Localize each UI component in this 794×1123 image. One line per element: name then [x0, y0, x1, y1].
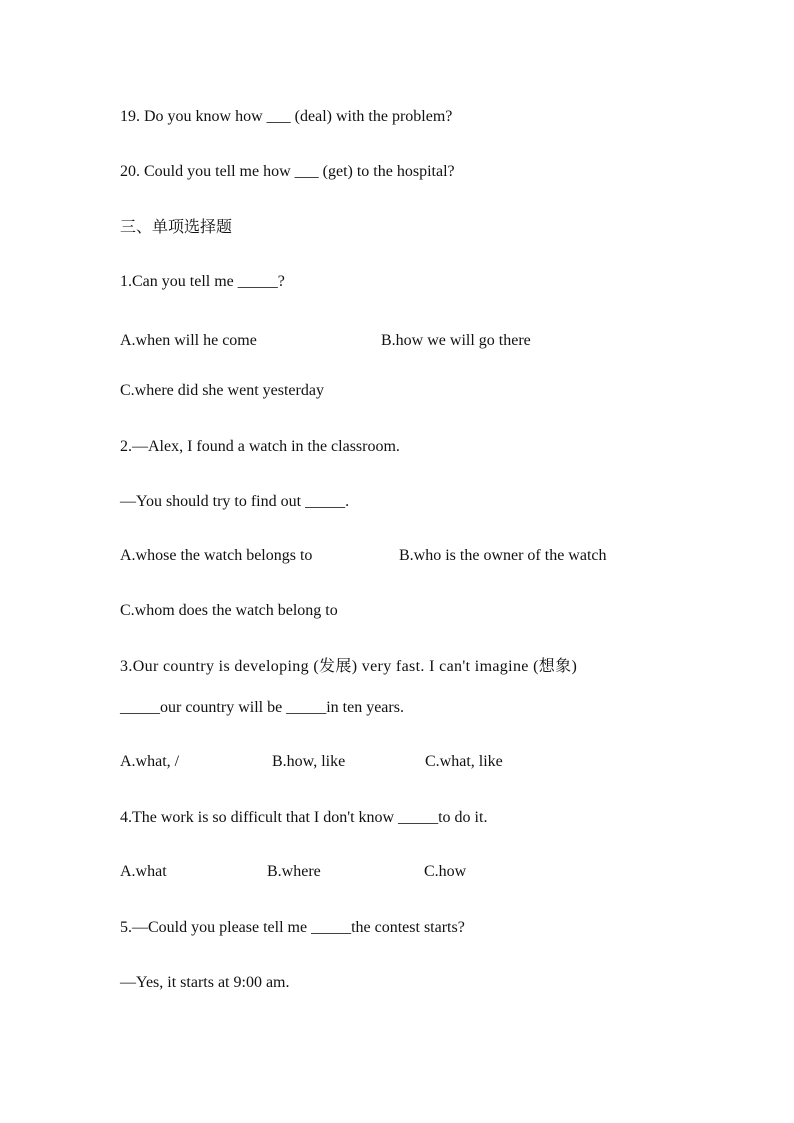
mc-question-2-stem-reply: —You should try to find out _____.: [120, 493, 350, 510]
mc-question-1-stem: 1.Can you tell me _____?: [120, 273, 285, 290]
mc-question-3-option-b: B.how, like: [272, 753, 346, 770]
mc-question-1-option-a: A.when will he come: [120, 332, 257, 349]
question-20: 20. Could you tell me how ___ (get) to the hospital?: [120, 163, 455, 180]
question-19: 19. Do you know how ___ (deal) with the problem?: [120, 108, 453, 125]
mc-question-2-option-a: A.whose the watch belongs to: [120, 547, 313, 564]
mc-question-2-option-c: C.whom does the watch belong to: [120, 602, 338, 619]
mc-question-4-option-c: C.how: [424, 863, 467, 880]
mc-question-3-option-c: C.what, like: [425, 753, 503, 770]
mc-question-1-option-b: B.how we will go there: [381, 332, 531, 349]
mc-question-2-stem: 2.—Alex, I found a watch in the classroom.: [120, 438, 400, 455]
mc-question-3-stem-continued: _____our country will be _____in ten years.: [120, 699, 404, 716]
mc-question-4-option-a: A.what: [120, 863, 167, 880]
mc-question-4-stem: 4.The work is so difficult that I don't know _____to do it.: [120, 809, 488, 826]
mc-question-1-option-c: C.where did she went yesterday: [120, 382, 324, 399]
mc-question-3-stem: 3.Our country is developing (发展) very fast. I can't imagine (想象): [120, 658, 578, 675]
mc-question-5-stem: 5.—Could you please tell me _____the contest starts?: [120, 919, 465, 936]
mc-question-3-option-a: A.what, /: [120, 753, 180, 770]
mc-question-4-option-b: B.where: [267, 863, 321, 880]
section-title: 三、单项选择题: [120, 217, 233, 236]
mc-question-2-option-b: B.who is the owner of the watch: [399, 547, 607, 564]
mc-question-5-stem-reply: —Yes, it starts at 9:00 am.: [120, 974, 290, 991]
